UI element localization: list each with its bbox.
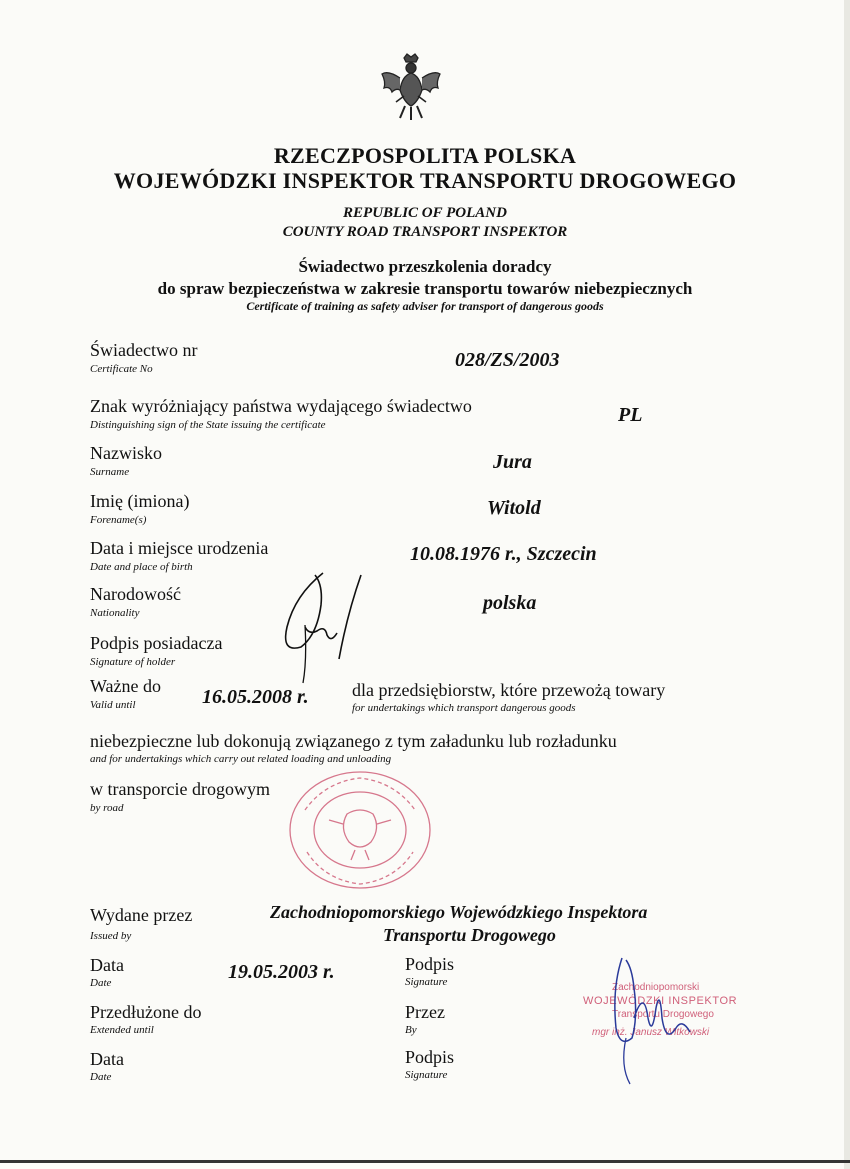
holder-sig-label: Podpis posiadacza bbox=[90, 633, 223, 653]
round-seal-stamp-icon bbox=[285, 770, 435, 895]
issued-label: Wydane przez bbox=[90, 905, 193, 925]
holder-sig-sub: Signature of holder bbox=[90, 656, 176, 668]
surname-value: Jura bbox=[493, 451, 532, 473]
issued-value1: Zachodniopomorskiego Wojewódzkiego Inspektora bbox=[270, 902, 648, 922]
official-signature-icon bbox=[590, 948, 710, 1088]
extended-label: Przedłużone do bbox=[90, 1002, 202, 1022]
date2-label: Data bbox=[90, 1049, 124, 1069]
nationality-value: polska bbox=[483, 592, 537, 614]
sign-sub: Distinguishing sign of the State issuing the certificate bbox=[90, 419, 326, 431]
header-line2: WOJEWÓDZKI INSPEKTOR TRANSPORTU DROGOWEGO bbox=[113, 168, 737, 193]
valid-value: 16.05.2008 r. bbox=[202, 686, 309, 708]
birth-sub: Date and place of birth bbox=[90, 561, 193, 573]
holder-signature-icon bbox=[265, 565, 385, 695]
forename-label: Imię (imiona) bbox=[90, 491, 190, 511]
birth-value: 10.08.1976 r., Szczecin bbox=[410, 543, 597, 565]
valid-sub: Valid until bbox=[90, 699, 136, 711]
header-line1: RZECZPOSPOLITA POLSKA bbox=[273, 143, 577, 168]
sign-label: Znak wyróżniający państwa wydającego świadectwo bbox=[90, 396, 472, 416]
extended-sub: Extended until bbox=[90, 1024, 154, 1036]
title-line1: Świadectwo przeszkolenia doradcy bbox=[298, 257, 552, 276]
title-line2: do spraw bezpieczeństwa w zakresie transportu towarów niebezpiecznych bbox=[157, 279, 693, 298]
sign-value: PL bbox=[618, 404, 643, 426]
line2-text: niebezpieczne lub dokonują związanego z tym załadunku lub rozładunku bbox=[90, 731, 617, 751]
cert-no-value: 028/ZS/2003 bbox=[455, 349, 560, 371]
surname-sub: Surname bbox=[90, 466, 130, 478]
header-en2: COUNTY ROAD TRANSPORT INSPEKTOR bbox=[282, 224, 568, 240]
nationality-label: Narodowość bbox=[90, 584, 181, 604]
date1-label: Data bbox=[90, 955, 124, 975]
title-en: Certificate of training as safety adviser for transport of dangerous goods bbox=[246, 299, 604, 313]
sig1-label: Podpis bbox=[405, 954, 455, 974]
forename-value: Witold bbox=[487, 497, 541, 519]
date1-value: 19.05.2003 r. bbox=[228, 961, 335, 983]
date2-sub: Date bbox=[90, 1071, 112, 1083]
stamp-line4: mgr inż. Janusz Witkowski bbox=[592, 1027, 710, 1038]
surname-label: Nazwisko bbox=[90, 443, 162, 463]
stamp-line3: Transportu Drogowego bbox=[612, 1009, 714, 1020]
sig1-sub: Signature bbox=[405, 976, 448, 988]
valid-label: Ważne do bbox=[90, 676, 162, 696]
page-bottom-edge bbox=[0, 1160, 850, 1163]
birth-label: Data i miejsce urodzenia bbox=[90, 538, 269, 558]
by-label: Przez bbox=[405, 1002, 445, 1022]
stamp-line2: WOJEWÓDZKI INSPEKTOR bbox=[583, 995, 738, 1007]
forename-sub: Forename(s) bbox=[90, 514, 147, 526]
road-label: w transporcie drogowym bbox=[90, 779, 270, 799]
cert-no-label: Świadectwo nr bbox=[90, 340, 198, 360]
cert-no-sub: Certificate No bbox=[90, 363, 153, 375]
date1-sub: Date bbox=[90, 977, 112, 989]
eagle-emblem-icon bbox=[378, 52, 444, 124]
valid-text-sub: for undertakings which transport dangerous goods bbox=[352, 702, 576, 714]
sig2-label: Podpis bbox=[405, 1047, 455, 1067]
sig2-sub: Signature bbox=[405, 1069, 448, 1081]
header-en1: REPUBLIC OF POLAND bbox=[343, 205, 507, 221]
line2-sub: and for undertakings which carry out related loading and unloading bbox=[90, 753, 392, 765]
road-sub: by road bbox=[90, 802, 124, 814]
issued-sub: Issued by bbox=[90, 930, 132, 942]
valid-text: dla przedsiębiorstw, które przewożą towary bbox=[352, 680, 666, 700]
issued-value2: Transportu Drogowego bbox=[383, 925, 556, 945]
by-sub: By bbox=[405, 1024, 417, 1036]
stamp-line1: Zachodniopomorski bbox=[612, 982, 700, 993]
nationality-sub: Nationality bbox=[90, 607, 140, 619]
